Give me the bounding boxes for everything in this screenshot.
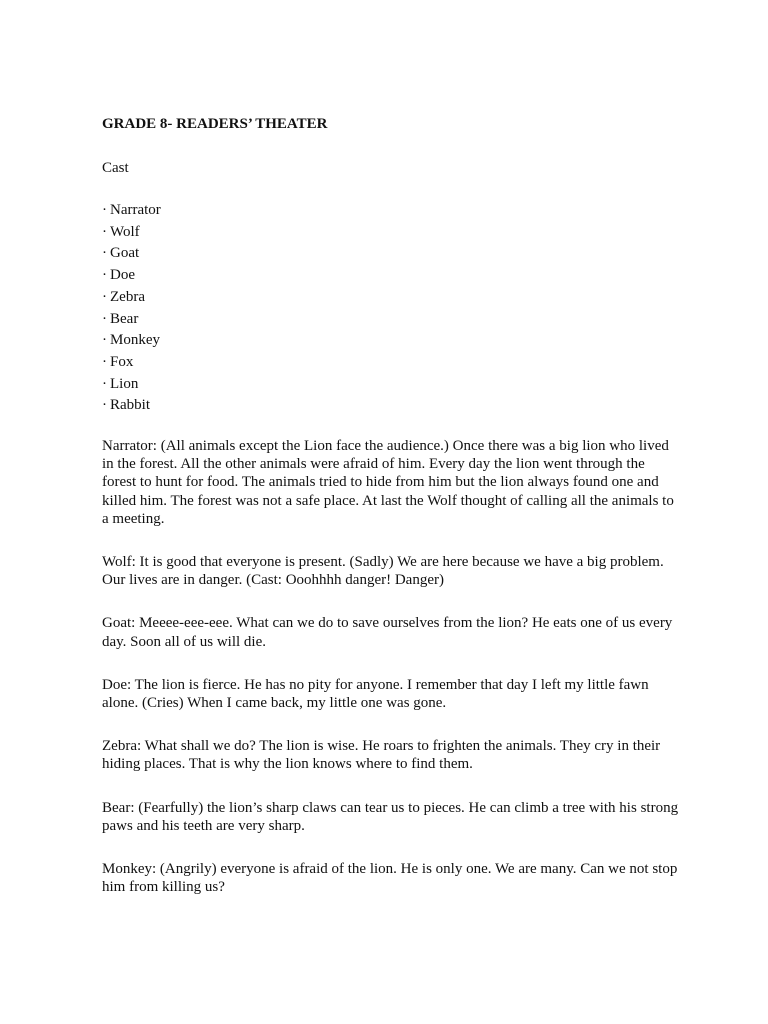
- cast-item: [102, 330, 682, 352]
- cast-item: [102, 222, 682, 244]
- dialogue-paragraph-bear: Bear: (Fearfully) the lion’s sharp claws can tear us to pieces. He can climb a tree with his strong paws and his teeth are very sharp.: [102, 799, 679, 834]
- cast-item-label: Doe: [110, 267, 135, 284]
- dialogue-paragraph-doe: Doe: The lion is fierce. He has no pity for anyone. I remember that day I left my little fawn alone. (Cries) When I came back, my little one was gone.: [102, 676, 649, 712]
- cast-list: [102, 200, 682, 417]
- bullet-icon: ·: [102, 397, 107, 414]
- cast-item-label: Bear: [110, 310, 139, 327]
- cast-heading: Cast: [102, 160, 129, 176]
- bullet-icon: ·: [102, 223, 107, 240]
- dialogue-paragraph-goat: Goat: Meeee-eee-eee. What can we do to save ourselves from the lion? He eats one of us every day. Soon all of us will die.: [102, 615, 673, 650]
- dialogue-paragraph-narrator: Narrator: (All animals except the Lion face the audience.) Once there was a big lion who lived in the forest. All the other animals were afraid of him. Every day the lion went through the forest to hunt for food. The animals tried to hide from him but the lion always found one and killed him. The forest was not a safe place. At last the Wolf thought of calling all the animals to a meeting.: [102, 438, 674, 527]
- document-page: [102, 113, 682, 921]
- cast-item: [102, 200, 682, 222]
- bullet-icon: ·: [102, 267, 107, 284]
- bullet-icon: ·: [102, 353, 107, 370]
- cast-item-label: Narrator: [110, 202, 161, 218]
- bullet-icon: ·: [102, 332, 107, 349]
- cast-item-label: Fox: [110, 353, 134, 370]
- dialogue-paragraph-monkey: Monkey: (Angrily) everyone is afraid of the lion. He is only one. We are many. Can we not stop him from killing us?: [102, 861, 678, 896]
- bullet-icon: ·: [102, 375, 107, 392]
- cast-item-label: Monkey: [110, 332, 160, 349]
- cast-item: [102, 395, 682, 417]
- cast-item-label: Zebra: [110, 288, 145, 305]
- cast-item-label: Wolf: [110, 223, 140, 240]
- cast-item: [102, 352, 682, 374]
- bullet-icon: ·: [102, 288, 107, 305]
- bullet-icon: ·: [102, 245, 107, 262]
- bullet-icon: ·: [102, 310, 107, 327]
- page-title: GRADE 8- READERS’ THEATER: [102, 116, 328, 132]
- cast-item: [102, 243, 682, 265]
- cast-item-label: Goat: [110, 245, 140, 262]
- cast-item-label: Rabbit: [110, 397, 150, 414]
- cast-item-label: Lion: [110, 375, 139, 392]
- dialogue-paragraph-zebra: Zebra: What shall we do? The lion is wise. He roars to frighten the animals. They cry in their hiding places. That is why the lion knows where to find them.: [102, 738, 661, 773]
- cast-item: [102, 287, 682, 309]
- cast-item: [102, 309, 682, 331]
- cast-item: [102, 374, 682, 396]
- bullet-icon: ·: [102, 202, 107, 218]
- cast-item: [102, 265, 682, 287]
- dialogue-paragraph-wolf: Wolf: It is good that everyone is present. (Sadly) We are here because we have a big problem. Our lives are in danger. (Cast: Ooohhhh danger! Danger): [102, 554, 664, 589]
